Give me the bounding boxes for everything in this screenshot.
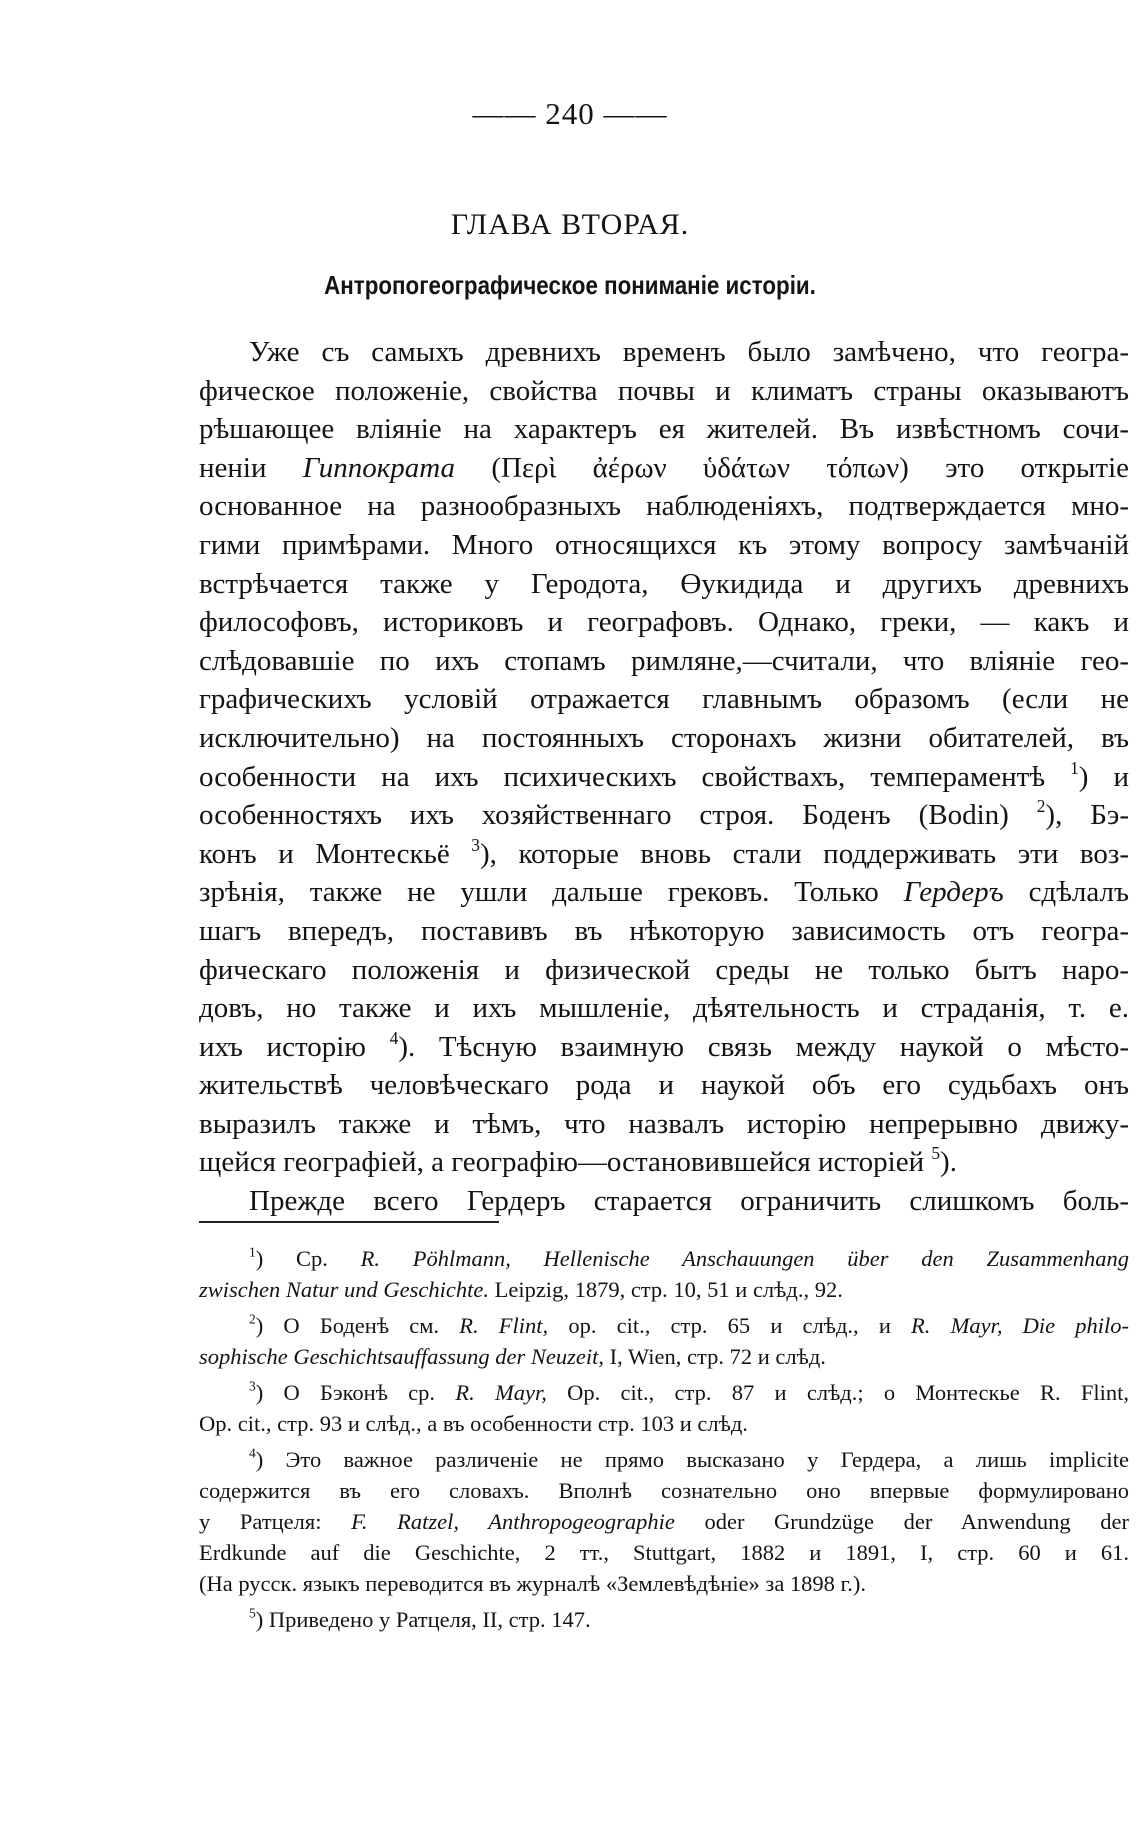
footnote-5 (199, 1604, 1129, 1635)
text-line (199, 642, 1129, 681)
footnote-4-cont (199, 1506, 1129, 1537)
text-span: особенностяхъ ихъ хозяйственнаго строя. Боденъ (Bodin) (199, 799, 1009, 832)
footnote-4-cont (199, 1568, 1129, 1599)
text-span: I, Wien, стр. 72 и слѣд. (609, 1344, 826, 1369)
text-line (199, 449, 1129, 488)
footnote-ref: 5 (931, 1143, 941, 1164)
text-span: Прежде всего Гердеръ старается ограничить слишкомъ боль- (249, 1185, 1129, 1218)
page-number: —— 240 —— (472, 96, 668, 131)
footnote-4 (199, 1444, 1129, 1475)
footnote-number: 1 (249, 1244, 256, 1260)
citation-author: R. Mayr, (455, 1380, 547, 1405)
citation-title: sophische Geschichtsauffassung der Neuzeit, (199, 1344, 604, 1369)
herder-name: Гердеръ (903, 876, 1004, 909)
footnote-2-cont (199, 1341, 1129, 1372)
chapter-title: ГЛАВА ВТОРАЯ. (450, 208, 690, 241)
text-span: жительствѣ человѣческаго рода и наукой объ его судьбахъ онъ (199, 1069, 1129, 1102)
hippocrates-name: Гиппократа (302, 451, 456, 484)
text-span: op. cit., стр. 65 и слѣд., и (568, 1313, 891, 1338)
text-span: зрѣнія, также не ушли дальше грековъ. Только (199, 876, 879, 909)
text-span: oder Grundzüge der Anwendung der (704, 1509, 1130, 1534)
citation-author: R. Flint, (459, 1313, 549, 1338)
text-span: ) Приведено у Ратцеля, II, стр. 147. (255, 1607, 591, 1632)
text-span: довъ, но также и ихъ мышленіе, дѣятельность и страданія, т. е. (199, 992, 1129, 1025)
text-span: Op. cit., стр. 87 и слѣд.; о Монтескье R. Flint, (567, 1380, 1130, 1405)
text-span: ихъ исторію (199, 1030, 366, 1063)
text-line (199, 603, 1129, 642)
text-span: и (1113, 760, 1130, 793)
text-span: конъ и Монтескьё (199, 837, 450, 870)
text-span: Leipzig, 1879, стр. 10, 51 и слѣд., 92. (494, 1277, 843, 1302)
text-span: ). (940, 1146, 957, 1179)
footnote-1-cont (199, 1274, 1129, 1305)
text-span: исключительно) на постоянныхъ сторонахъ жизни обитателей, въ (199, 721, 1129, 754)
text-line (199, 989, 1129, 1028)
main-text (199, 333, 1129, 1221)
text-span: выразилъ также и тѣмъ, что назвалъ исторію непрерывно движу- (199, 1107, 1129, 1140)
text-line (199, 333, 1129, 372)
text-span: неніи (199, 451, 267, 484)
text-span: рѣшающее вліяніе на характеръ ея жителей. Въ извѣстномъ сочи- (199, 413, 1129, 446)
text-span: , Бэ- (1055, 799, 1130, 832)
footnotes (199, 1243, 1129, 1635)
text-span: щейся географіей, а географію—остановившейся исторіей (199, 1146, 925, 1179)
text-line (199, 758, 1129, 797)
text-line (199, 1028, 1129, 1067)
text-span: ), которые вновь стали поддерживать эти воз- (479, 837, 1130, 870)
text-span: ) О Боденѣ см. (255, 1313, 440, 1338)
text-span: Erdkunde auf die Geschichte, 2 тт., Stuttgart, 1882 и 1891, I, стр. 60 и 61. (199, 1540, 1129, 1565)
text-span: ) Ср. (255, 1246, 328, 1271)
footnote-ref: 4 (389, 1027, 399, 1048)
text-line (199, 1182, 1129, 1221)
text-span: слѣдовавшіе по ихъ стопамъ римляне,—считали, что вліяніе гео- (199, 644, 1129, 677)
text-span: ) (1078, 760, 1089, 793)
text-span: ) (1045, 799, 1056, 832)
text-span: ). Тѣсную взаимную связь между наукой о мѣсто- (398, 1030, 1129, 1063)
footnote-4-cont (199, 1537, 1129, 1568)
text-span: графическихъ условій отражается главнымъ образомъ (если не (199, 683, 1129, 716)
text-line (199, 951, 1129, 990)
text-span: ) О Бэконѣ ср. (255, 1380, 436, 1405)
text-line (199, 1066, 1129, 1105)
citation-title: F. Ratzel, Anthropogeographie (351, 1509, 675, 1534)
citation-title: R. Pöhlmann, Hellenische Anschauungen über den Zusammenhang (360, 1246, 1129, 1271)
text-line (199, 796, 1129, 835)
footnote-ref: 1 (1070, 757, 1079, 778)
footnote-number: 2 (249, 1311, 256, 1327)
chapter-subtitle: Антропогеографическое пониманіе исторіи. (324, 270, 816, 300)
text-line (199, 680, 1129, 719)
footnote-3 (199, 1377, 1129, 1408)
text-span: особенности на ихъ психическихъ свойствахъ, темпераментѣ (199, 760, 1046, 793)
text-line (199, 565, 1129, 604)
text-span: основанное на разнообразныхъ наблюденіяхъ, подтверждается мно- (199, 490, 1129, 523)
text-span: встрѣчается также у Геродота, Өукидида и другихъ древнихъ (199, 567, 1129, 600)
text-line (199, 835, 1129, 874)
text-line (199, 719, 1129, 758)
footnote-3-cont (199, 1408, 1129, 1439)
text-line (199, 372, 1129, 411)
text-span: философовъ, историковъ и географовъ. Однако, греки, — какъ и (199, 606, 1129, 639)
footnote-number: 4 (249, 1445, 256, 1461)
text-span: у Ратцеля: (199, 1509, 322, 1534)
footnote-2 (199, 1310, 1129, 1341)
text-span: фическое положеніе, свойства почвы и климатъ страны оказываютъ (199, 374, 1129, 407)
text-span: фическаго положенія и физической среды не только бытъ наро- (199, 953, 1129, 986)
text-line (199, 526, 1129, 565)
text-span: (Περὶ ἀέρων ὑδάτων τόπων) это открытіе (491, 451, 1130, 484)
text-span: содержится въ его словахъ. Вполнѣ сознательно оно впервые формулировано (199, 1478, 1129, 1503)
text-span: гими примѣрами. Много относящихся къ этому вопросу замѣчаній (199, 528, 1129, 561)
text-span: Op. cit., стр. 93 и слѣд., а въ особенности стр. 103 и слѣд. (199, 1411, 748, 1436)
footnote-ref: 2 (1036, 795, 1046, 816)
text-span: ) Это важное различеніе не прямо высказано у Гердера, а лишь implicite (255, 1447, 1129, 1472)
footnote-1 (199, 1243, 1129, 1274)
text-line (199, 487, 1129, 526)
citation-title: R. Mayr, Die philo- (911, 1313, 1130, 1338)
text-span: (На русск. языкъ переводится въ журналѣ «Землевѣдѣніе» за 1898 г.). (199, 1571, 866, 1596)
text-line (199, 1143, 1129, 1182)
footnote-ref: 3 (471, 834, 480, 855)
text-line (199, 873, 1129, 912)
footnote-number: 3 (249, 1378, 256, 1394)
text-line (199, 1105, 1129, 1144)
footnote-4-cont (199, 1475, 1129, 1506)
footnote-number: 5 (249, 1605, 256, 1621)
text-line (199, 410, 1129, 449)
text-span: сдѣлалъ (1028, 876, 1130, 909)
footnote-divider (199, 1221, 499, 1223)
text-span: Уже съ самыхъ древнихъ временъ было замѣчено, что геогра- (249, 336, 1129, 368)
text-line (199, 912, 1129, 951)
text-span: шагъ впередъ, поставивъ въ нѣкоторую зависимость отъ геогра- (199, 914, 1129, 947)
citation-title: zwischen Natur und Geschichte. (199, 1277, 489, 1302)
